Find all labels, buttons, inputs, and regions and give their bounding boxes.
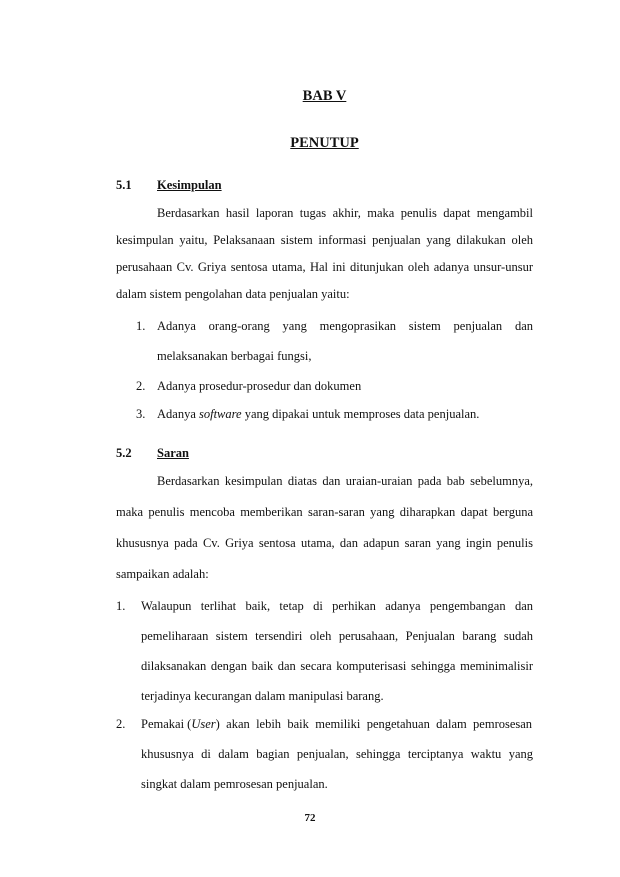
section-number: 5.2 <box>116 446 132 460</box>
chapter-title: PENUTUP <box>290 135 359 151</box>
list-number: 1. <box>136 319 146 333</box>
list-item-line <box>141 716 533 732</box>
italic-term: software <box>199 407 242 421</box>
text-segment: ) akan lebih baik memiliki pengetahuan dalam pemrosesan <box>215 717 533 731</box>
list-item-line: dilaksanakan dengan baik dan secara komputerisasi sehingga meminimalisir <box>141 659 533 673</box>
section-title: Kesimpulan <box>157 178 222 192</box>
list-item-line <box>157 406 479 422</box>
list-number: 3. <box>136 407 146 421</box>
text-segment: Pemakai ( <box>141 717 192 731</box>
list-number: 2. <box>136 379 146 393</box>
text-segment <box>141 716 532 732</box>
list-number: 1. <box>116 599 126 613</box>
paragraph-line: kesimpulan yaitu, Pelaksanaan sistem informasi penjualan yang dilakukan oleh <box>116 233 533 247</box>
paragraph-line: Berdasarkan hasil laporan tugas akhir, maka penulis dapat mengambil <box>157 206 533 220</box>
paragraph-line: dalam sistem pengolahan data penjualan yaitu: <box>116 287 350 301</box>
paragraph-line: sampaikan adalah: <box>116 567 209 581</box>
chapter-heading: BAB V <box>302 88 347 104</box>
list-item-line: singkat dalam pemrosesan penjualan. <box>141 777 328 791</box>
list-number: 2. <box>116 717 126 731</box>
section-number: 5.1 <box>116 178 132 192</box>
paragraph-line: perusahaan Cv. Griya sentosa utama, Hal ini ditunjukan oleh adanya unsur-unsur <box>116 260 533 274</box>
text-segment: yang dipakai untuk memproses data penjualan. <box>241 407 480 421</box>
text-segment: Adanya <box>157 407 199 421</box>
list-item-line: Adanya orang-orang yang mengoprasikan sistem penjualan dan <box>157 319 533 333</box>
list-item-line: khususnya di dalam bagian penjualan, sehingga terciptanya waktu yang <box>141 747 533 761</box>
list-item-line: pemeliharaan sistem tersendiri oleh perusahaan, Penjualan barang sudah <box>141 629 533 643</box>
paragraph-line: Berdasarkan kesimpulan diatas dan uraian-uraian pada bab sebelumnya, <box>157 474 533 488</box>
list-item-line: melaksanakan berbagai fungsi, <box>157 349 312 363</box>
list-item-line: Adanya prosedur-prosedur dan dokumen <box>157 379 362 393</box>
section-title: Saran <box>157 446 189 460</box>
page-number: 72 <box>304 812 316 824</box>
paragraph-line: maka penulis mencoba memberikan saran-saran yang diharapkan dapat berguna <box>116 505 533 519</box>
list-item-line: terjadinya kecurangan dalam manipulasi barang. <box>141 689 384 703</box>
italic-term: User <box>191 717 216 731</box>
list-item-line: Walaupun terlihat baik, tetap di perhikan adanya pengembangan dan <box>141 599 533 613</box>
paragraph-line: khususnya pada Cv. Griya sentosa utama, dan adapun saran yang ingin penulis <box>116 536 533 550</box>
